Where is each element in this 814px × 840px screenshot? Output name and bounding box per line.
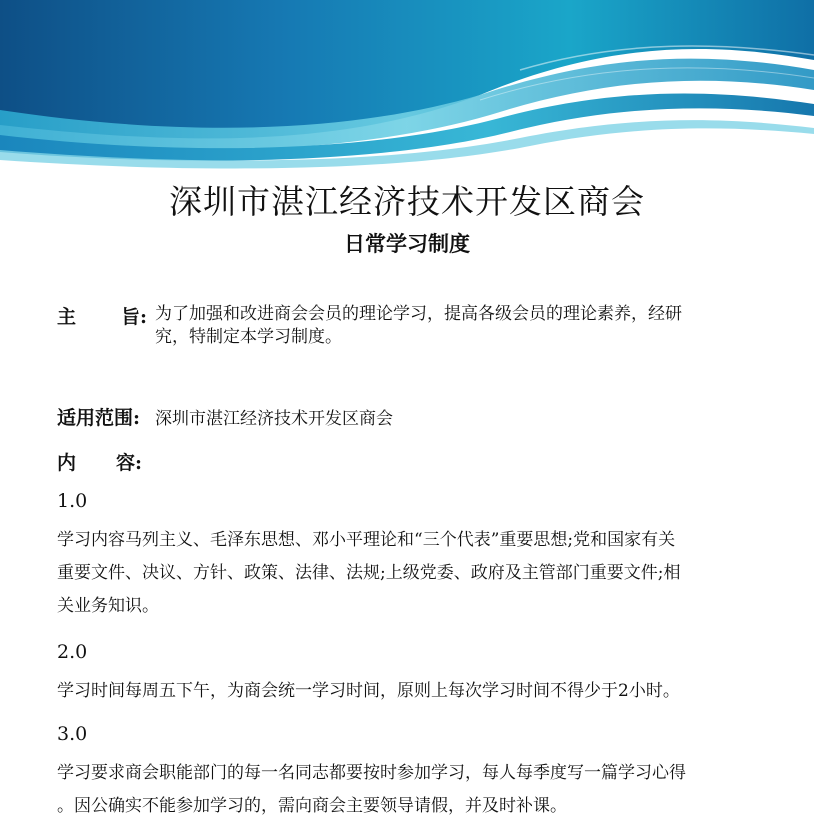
section-paragraph xyxy=(57,524,769,623)
purpose-text-line: 为了加强和改进商会会员的理论学习，提高各级会员的理论素养，经研 xyxy=(155,304,682,324)
paragraph-line: 学习时间每周五下午，为商会统一学习时间，原则上每次学习时间不得少于2小时。 xyxy=(57,681,680,701)
purpose-label-part-b: 旨: xyxy=(121,306,148,328)
section-paragraph xyxy=(57,757,769,823)
content-label xyxy=(57,448,142,475)
paragraph-line: 学习内容马列主义、毛泽东思想、邓小平理论和“三个代表”重要思想;党和国家有关 xyxy=(57,530,676,550)
content-label-part-b: 容: xyxy=(116,452,143,474)
paragraph-line: 学习要求商会职能部门的每一名同志都要按时参加学习，每人每季度写一篇学习心得 xyxy=(57,763,686,783)
purpose-label xyxy=(57,302,147,329)
header-wave-banner xyxy=(0,0,814,175)
purpose-label-part-a: 主 xyxy=(57,306,77,328)
content-label-part-a: 内 xyxy=(57,452,77,474)
section-number: 1.0 xyxy=(57,490,88,512)
scope-label: 适用范围: xyxy=(57,407,141,429)
purpose-text-line: 究，特制定本学习制度。 xyxy=(155,327,342,347)
section-paragraph xyxy=(57,675,769,708)
paragraph-line: 重要文件、决议、方针、政策、法律、法规;上级党委、政府及主管部门重要文件;相 xyxy=(57,563,681,583)
paragraph-line: 。因公确实不能参加学习的，需向商会主要领导请假，并及时补课。 xyxy=(57,796,567,816)
paragraph-line: 关业务知识。 xyxy=(57,596,159,616)
document-subtitle: 日常学习制度 xyxy=(344,231,470,256)
purpose-text xyxy=(155,303,682,349)
scope-text: 深圳市湛江经济技术开发区商会 xyxy=(155,409,393,429)
section-number: 2.0 xyxy=(57,641,88,663)
section-number: 3.0 xyxy=(57,723,88,745)
document-title: 深圳市湛江经济技术开发区商会 xyxy=(169,182,645,221)
